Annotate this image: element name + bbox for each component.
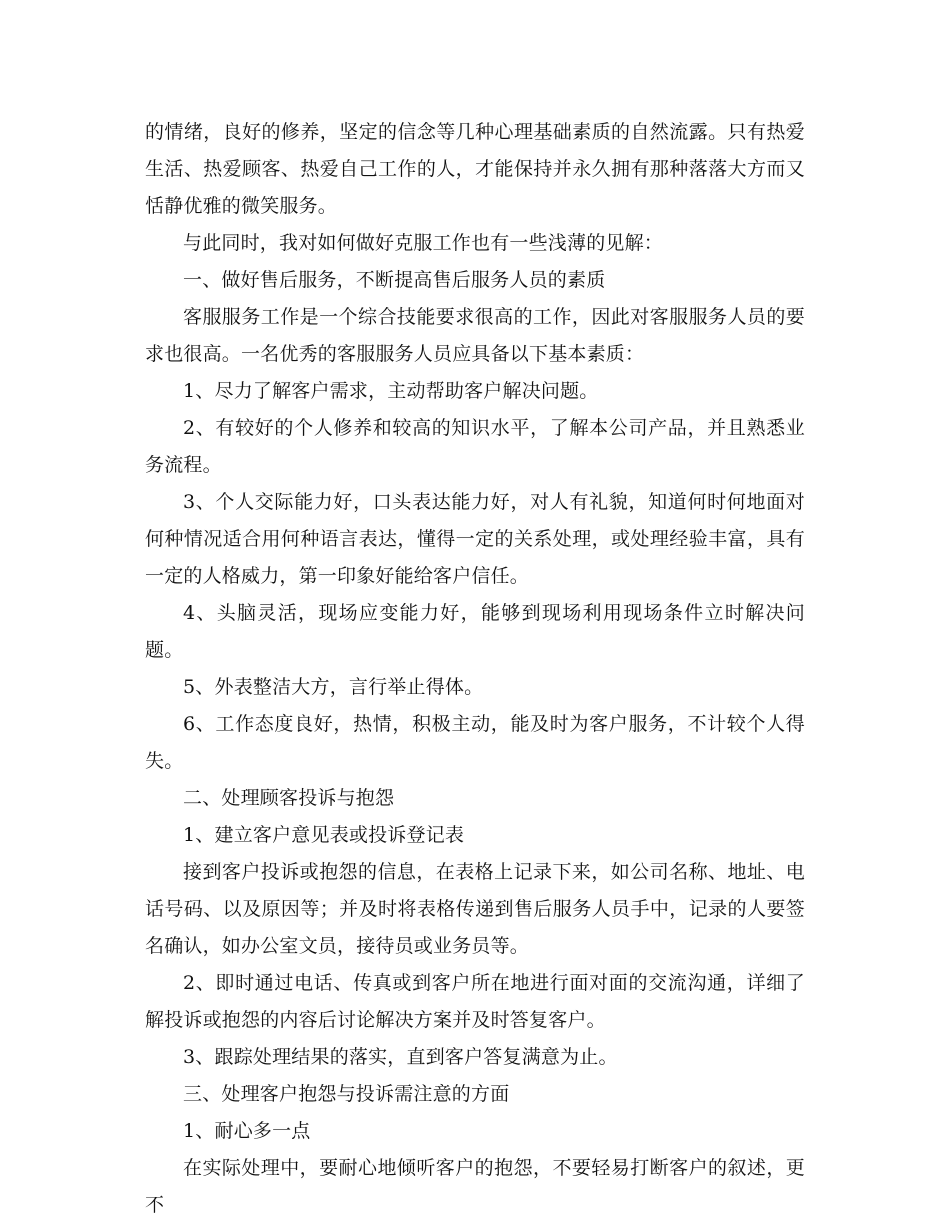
subheading-2-1: 1、建立客户意见表或投诉登记表 xyxy=(183,824,465,846)
paragraph-3: 客服服务工作是一个综合技能要求很高的工作，因此对客服服务人员的要求也很高。一名优秀的客服服务人员应具备以下基本素质： xyxy=(145,306,805,365)
section-heading-2: 二、处理顾客投诉与抱怨 xyxy=(183,787,395,809)
paragraph-5: 2、即时通过电话、传真或到客户所在地进行面对面的交流沟通，详细了解投诉或抱怨的内容后讨论解决方案并及时答复客户。 xyxy=(145,972,805,1031)
paragraph-1: 的情绪，良好的修养，坚定的信念等几种心理基础素质的自然流露。只有热爱生活、热爱顾客、热爱自己工作的人，才能保持并永久拥有那种落落大方而又恬静优雅的微笑服务。 xyxy=(145,121,805,217)
section-heading-1: 一、做好售后服务，不断提高售后服务人员的素质 xyxy=(183,269,606,291)
subheading-3-1: 1、耐心多一点 xyxy=(183,1120,311,1142)
list-item-3: 3、个人交际能力好，口头表达能力好，对人有礼貌，知道何时何地面对何种情况适合用何种语言表达，懂得一定的关系处理，或处理经验丰富，具有一定的人格威力，第一印象好能给客户信任。 xyxy=(145,491,805,587)
paragraph-2: 与此同时，我对如何做好克服工作也有一些浅薄的见解： xyxy=(183,232,664,254)
list-item-6: 6、工作态度良好，热情，积极主动，能及时为客户服务，不计较个人得失。 xyxy=(145,713,805,772)
list-item-2: 2、有较好的个人修养和较高的知识水平，了解本公司产品，并且熟悉业务流程。 xyxy=(145,417,805,476)
paragraph-6: 3、跟踪处理结果的落实，直到客户答复满意为止。 xyxy=(183,1046,618,1068)
list-item-5: 5、外表整洁大方，言行举止得体。 xyxy=(183,676,484,698)
list-item-1: 1、尽力了解客户需求，主动帮助客户解决问题。 xyxy=(183,380,599,402)
document-body xyxy=(145,114,805,1224)
section-heading-3: 三、处理客户抱怨与投诉需注意的方面 xyxy=(183,1083,510,1105)
paragraph-4: 接到客户投诉或抱怨的信息，在表格上记录下来，如公司名称、地址、电话号码、以及原因等；并及时将表格传递到售后服务人员手中，记录的人要签名确认，如办公室文员，接待员或业务员等。 xyxy=(145,861,805,957)
list-item-4: 4、头脑灵活，现场应变能力好，能够到现场利用现场条件立时解决问题。 xyxy=(145,602,805,661)
paragraph-7: 在实际处理中，要耐心地倾听客户的抱怨，不要轻易打断客户的叙述，更不 xyxy=(145,1157,805,1216)
